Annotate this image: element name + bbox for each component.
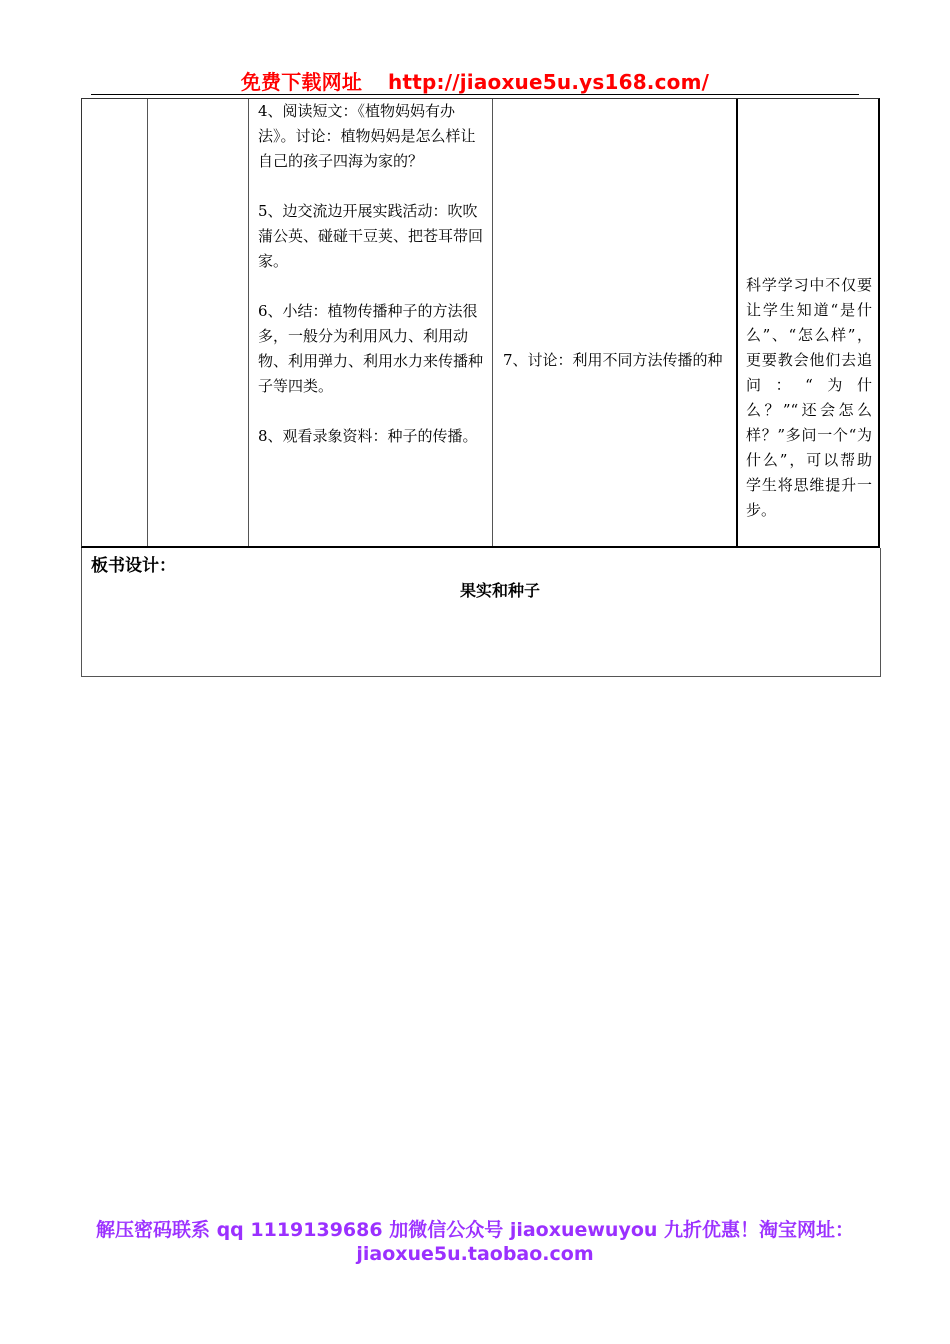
column-divider <box>248 99 249 546</box>
column-divider <box>736 99 738 546</box>
discussion-cell <box>503 348 731 373</box>
lesson-table <box>81 98 880 548</box>
header-divider <box>91 94 859 95</box>
site-url-link[interactable]: http://jiaoxue5u.ys168.com/ <box>388 70 710 94</box>
activities-cell <box>258 99 488 449</box>
footer-banner <box>0 1218 950 1266</box>
site-label: 免费下载网址 <box>240 70 363 94</box>
reflection-text: 科学学习中不仅要让学生知道“是什么”、“怎么样”，更要教会他们去追问：“为什么？”“还会怎么样？”多问一个“为什么”，可以帮助学生将思维提升一步。 <box>746 276 872 519</box>
footer-contact-line: 解压密码联系 qq 1119139686 加微信公众号 jiaoxuewuyou 九折优惠！淘宝网址： <box>95 1219 855 1241</box>
board-design-title: 果实和种子 <box>459 581 540 600</box>
board-design-section <box>81 548 881 677</box>
activity-step-5: 5、边交流边开展实践活动：吹吹蒲公英、碰碰干豆荚、把苍耳带回家。 <box>258 202 484 270</box>
column-divider <box>147 99 148 546</box>
activity-step-8: 8、观看录象资料：种子的传播。 <box>258 427 478 445</box>
reflection-cell <box>746 273 872 523</box>
footer-shop-link[interactable]: jiaoxue5u.taobao.com <box>356 1243 594 1265</box>
column-divider <box>492 99 493 546</box>
header-banner <box>0 66 950 95</box>
activity-step-4: 4、阅读短文：《植物妈妈有办法》。讨论：植物妈妈是怎么样让自己的孩子四海为家的？ <box>258 102 476 170</box>
discussion-text: 7、讨论：利用不同方法传播的种 <box>503 351 723 369</box>
board-design-label: 板书设计： <box>91 556 176 576</box>
activity-step-6: 6、小结：植物传播种子的方法很多，一般分为利用风力、利用动物、利用弹力、利用水力来传播种子等四类。 <box>258 302 484 395</box>
